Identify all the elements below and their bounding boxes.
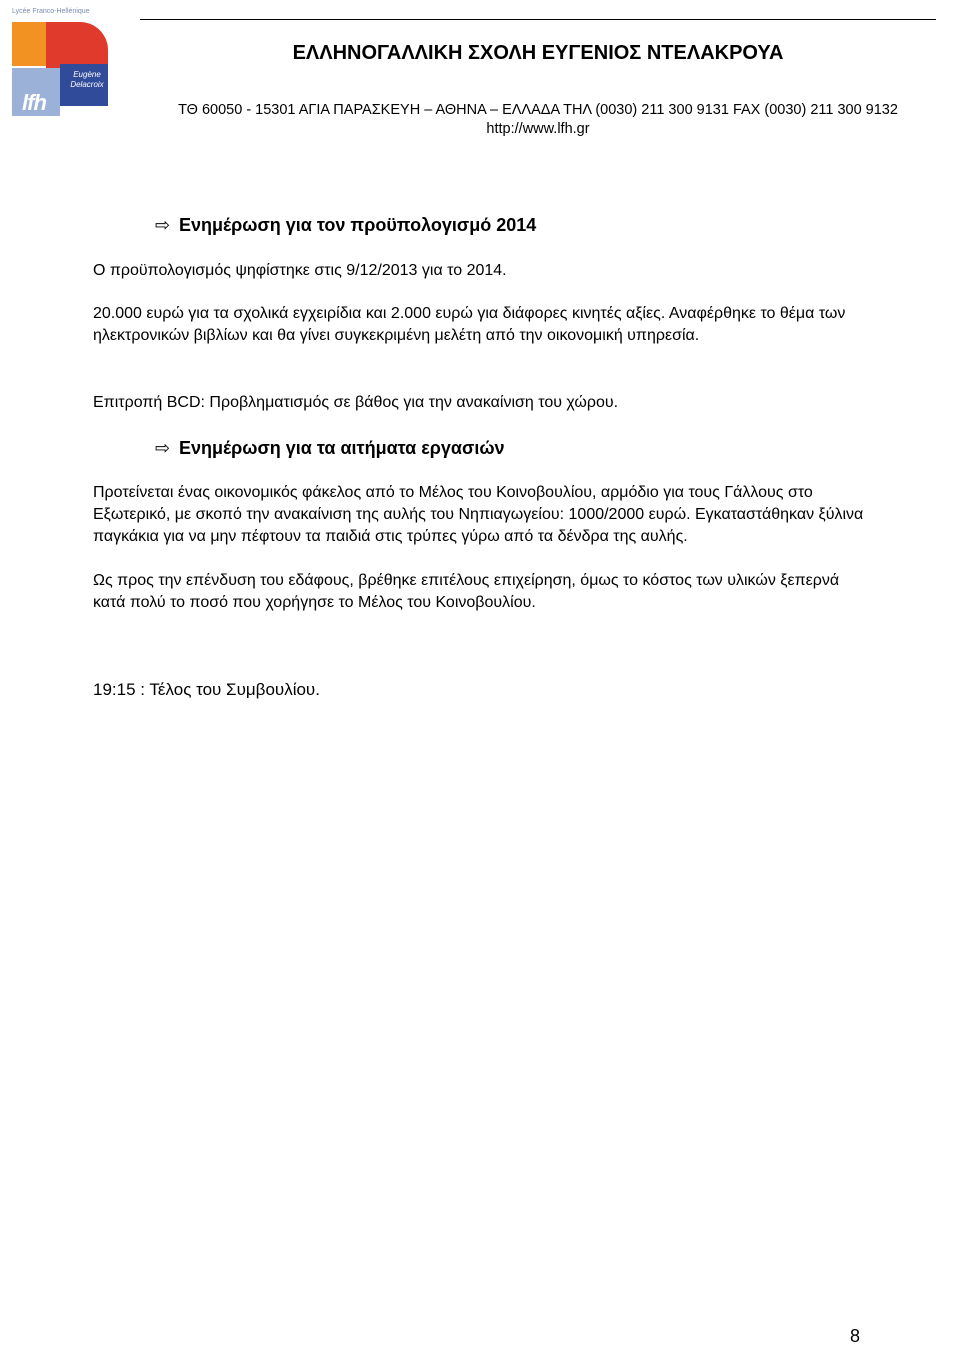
works-paragraph-1: Προτείνεται ένας οικονομικός φάκελος από το Μέλος του Κοινοβουλίου, αρμόδιο για τους Γάλλους στο Εξωτερικό, με σκοπό την ανακαίνιση της αυλής του Νηπιαγωγείου: 1000/2000 ευρώ. Εγκαταστάθηκαν ξύλινα παγκάκια για να μην πέφτουν τα παιδιά στις τρύπες γύρω από τα δένδρα της αυλής. <box>93 484 864 545</box>
logo-caption: Lycée Franco-Hellénique <box>12 8 90 15</box>
page-number: 8 <box>850 1326 861 1346</box>
works-paragraph-2: Ως προς την επένδυση του εδάφους, βρέθηκε επιτέλους επιχείρηση, όμως το κόστος των υλικών ξεπερνά κατά πολύ το ποσό που χορήγησε το Μέλος του Κοινοβουλίου. <box>93 572 840 611</box>
arrow-right-icon: ⇨ <box>155 438 171 458</box>
budget-heading-text: Ενημέρωση για τον προϋπολογισμό 2014 <box>179 215 537 235</box>
budget-paragraph-3: Επιτροπή BCD: Προβληματισμός σε βάθος για την ανακαίνιση του χώρου. <box>93 394 619 411</box>
budget-paragraph-1: Ο προϋπολογισμός ψηφίστηκε στις 9/12/2013 για το 2014. <box>93 262 507 279</box>
budget-paragraph-2: 20.000 ευρώ για τα σχολικά εγχειρίδια και 2.000 ευρώ για διάφορες κινητές αξίες. Αναφέρθηκε το θέμα των ηλεκτρονικών βιβλίων και θα γίνει συγκεκριμένη μελέτη από την οικονομική υπηρεσία. <box>93 305 846 344</box>
logo-wordmark: Eugène Delacroix <box>70 70 104 89</box>
header-rule <box>140 19 936 20</box>
works-heading <box>155 437 505 459</box>
header-address: ΤΘ 60050 - 15301 ΑΓΙΑ ΠΑΡΑΣΚΕΥΗ – ΑΘΗΝΑ – ΕΛΛΑΔΑ ΤΗΛ (0030) 211 300 9131 FAX (0030) 211 300 9132 <box>178 102 898 118</box>
works-heading-text: Ενημέρωση για τα αιτήματα εργασιών <box>179 438 505 458</box>
page-title: ΕΛΛΗΝΟΓΑΛΛΙΚΗ ΣΧΟΛΗ ΕΥΓΕΝΙΟΣ ΝΤΕΛΑΚΡΟΥΑ <box>292 42 784 64</box>
arrow-right-icon: ⇨ <box>155 215 171 235</box>
logo-lfh-mark: lfh <box>22 90 46 115</box>
school-logo <box>8 8 112 116</box>
meeting-end-note: 19:15 : Τέλος του Συμβουλίου. <box>93 680 320 699</box>
budget-heading <box>155 214 536 236</box>
header-url-link[interactable]: http://www.lfh.gr <box>486 121 590 137</box>
